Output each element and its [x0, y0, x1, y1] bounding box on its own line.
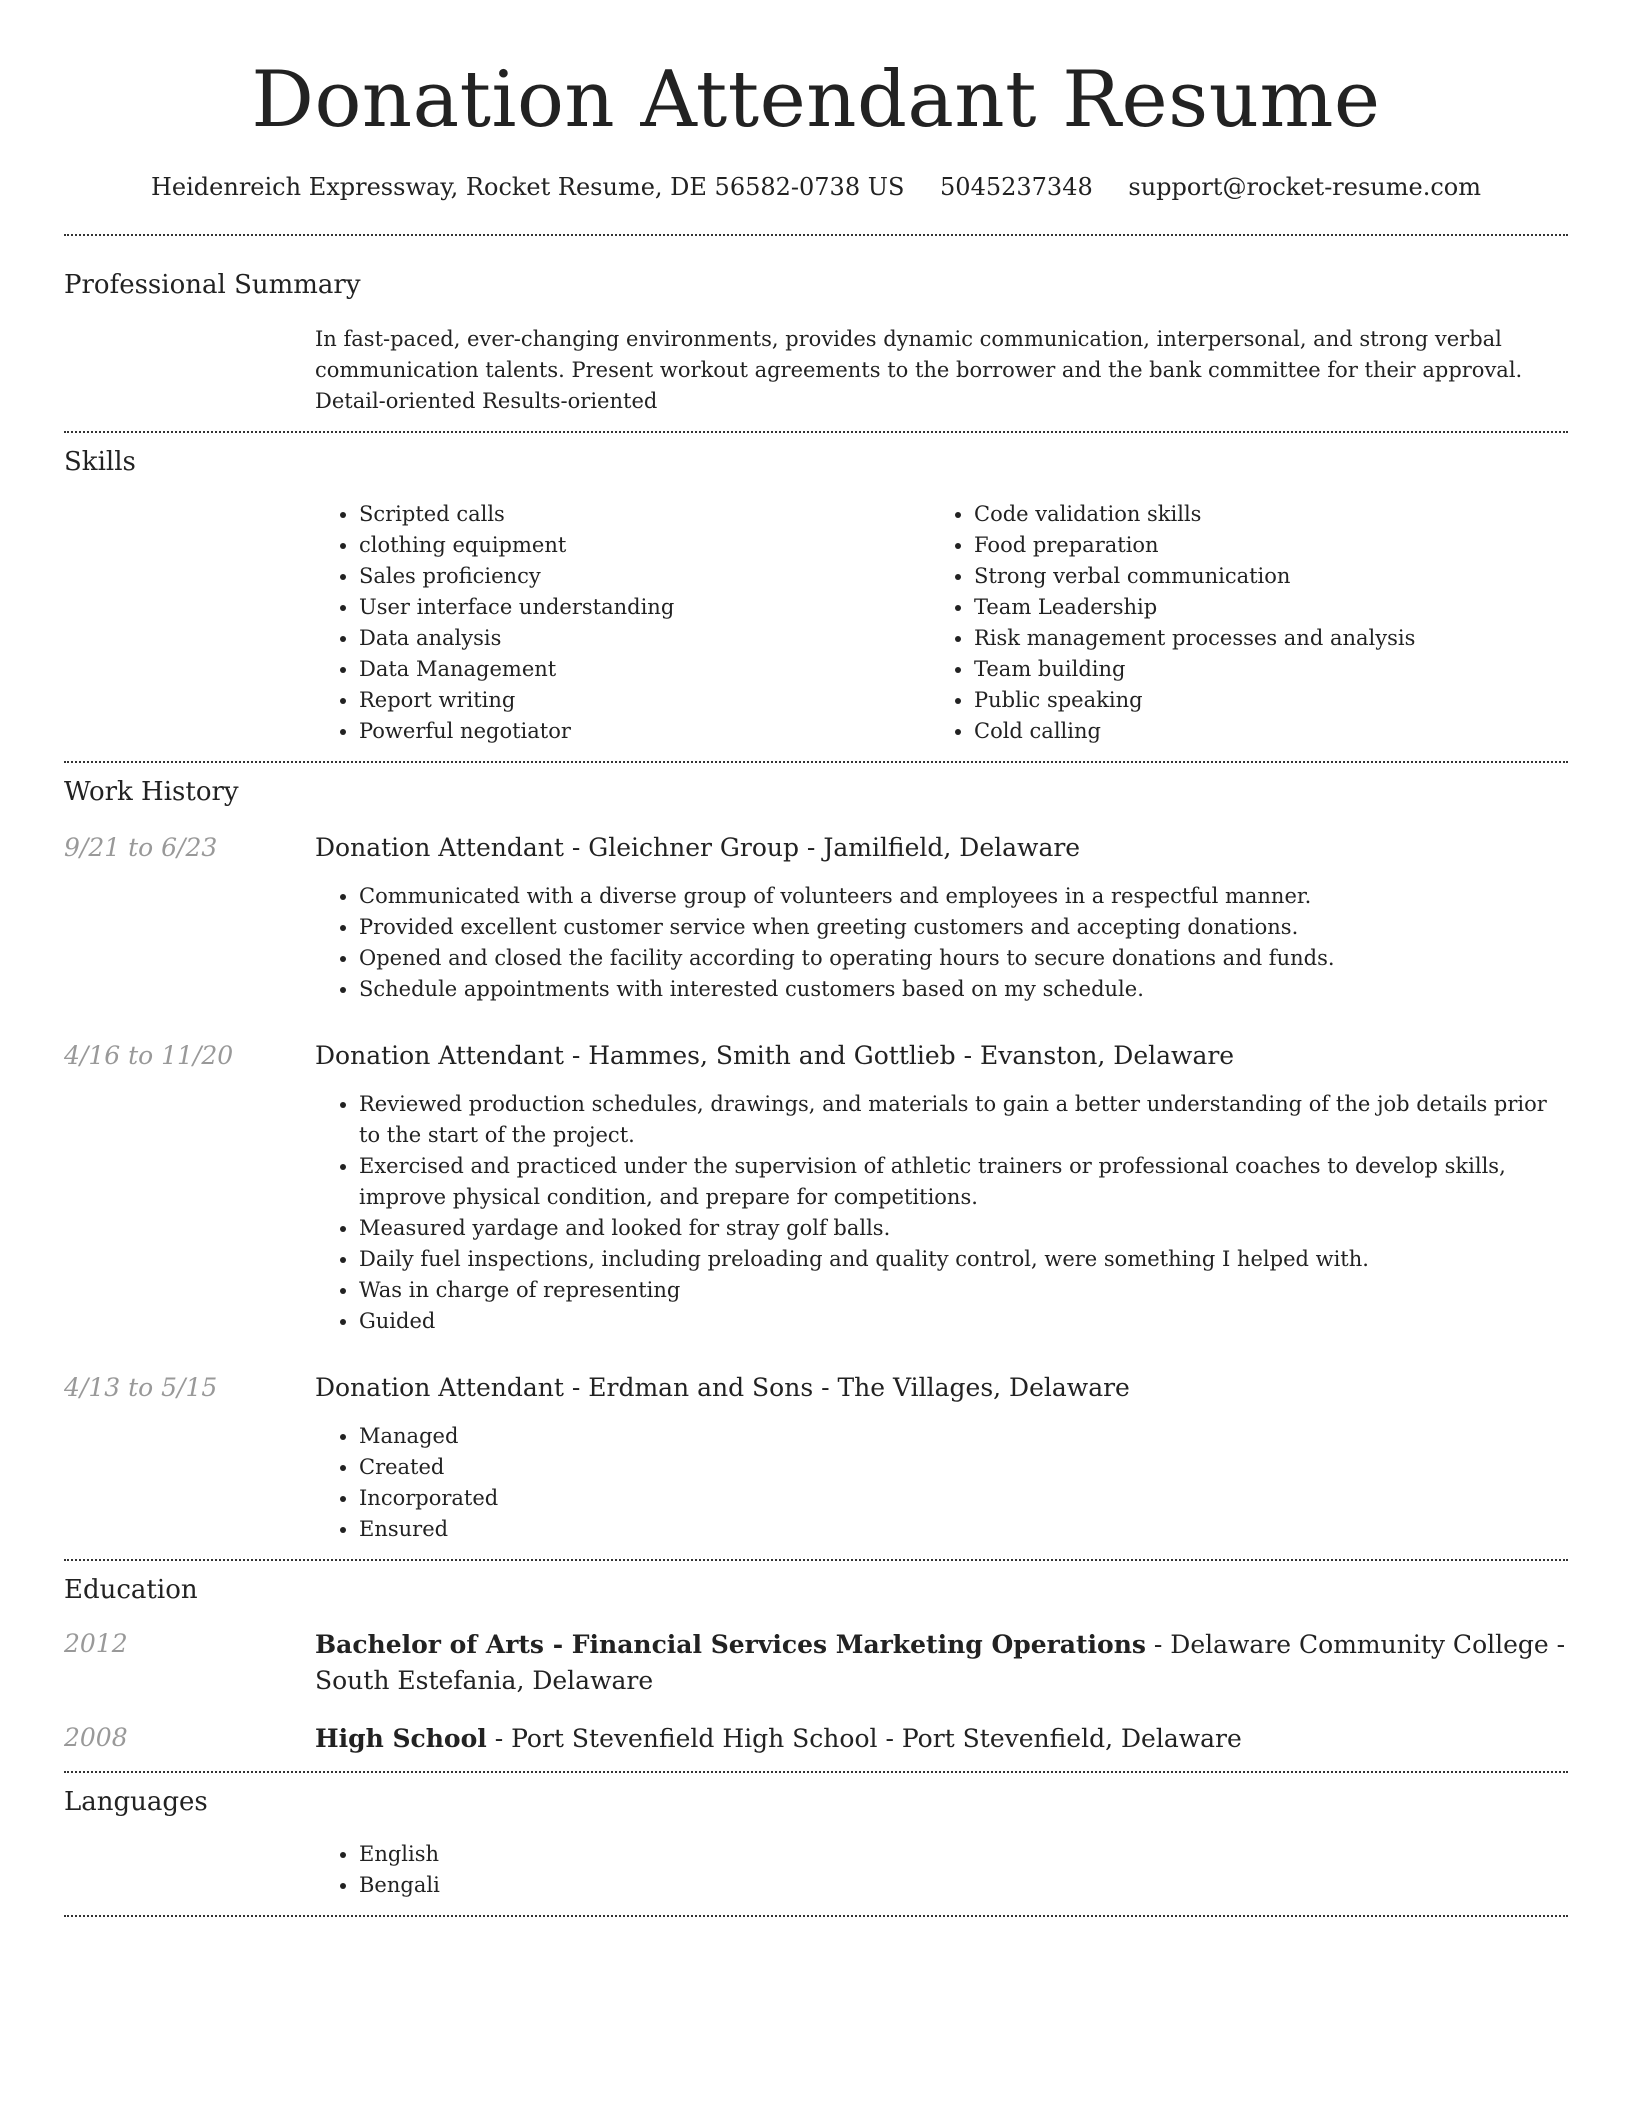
education-details [315, 1721, 1568, 1757]
job-details [315, 831, 1568, 1005]
skill-item: • Food preparation [974, 530, 1545, 561]
education-entry [64, 1627, 1568, 1699]
skill-item: • Report writing [359, 685, 930, 716]
job-bullet: • Was in charge of representing [359, 1275, 1568, 1306]
contact-phone: 5045237348 [940, 173, 1093, 201]
skill-item: • Team Leadership [974, 592, 1545, 623]
job-bullet: • Opened and closed the facility according to operating hours to secure donations and funds. [359, 943, 1568, 974]
language-item: • English [359, 1839, 1568, 1870]
job-bullet-list [315, 881, 1568, 1005]
job-bullet: • Communicated with a diverse group of volunteers and employees in a respectful manner. [359, 881, 1568, 912]
job-bullet: • Measured yardage and looked for stray golf balls. [359, 1213, 1568, 1244]
summary-text: In fast-paced, ever-changing environments, provides dynamic communication, interpersonal, and strong verbal communication talents. Present workout agreements to the borrower and the bank committee for their approval. Detail-oriented Results-oriented [315, 327, 1523, 413]
skill-item: • Scripted calls [359, 499, 930, 530]
job-details [315, 1371, 1568, 1545]
job-dates: 9/21 to 6/23 [64, 833, 218, 862]
skill-item: • Cold calling [974, 716, 1545, 747]
job-dates: 4/16 to 11/20 [64, 1041, 234, 1070]
job-bullet: • Reviewed production schedules, drawings, and materials to gain a better understanding of the job details prior to the start of the project. [359, 1089, 1568, 1151]
skill-item: • Sales proficiency [359, 561, 930, 592]
skill-item: • Powerful negotiator [359, 716, 930, 747]
contact-email: support@rocket-resume.com [1128, 173, 1481, 201]
languages-list [315, 1839, 1568, 1901]
skill-item: • Code validation skills [974, 499, 1545, 530]
skills-list-left [315, 499, 930, 747]
skills-column-right [930, 499, 1545, 747]
job-dates: 4/13 to 5/15 [64, 1373, 218, 1402]
contact-info [64, 170, 1568, 204]
work-history-section [64, 763, 1568, 1559]
summary-section [64, 236, 1568, 431]
job-bullet: • Schedule appointments with interested customers based on my schedule. [359, 974, 1568, 1005]
job-heading: Donation Attendant - Gleichner Group - Jamilfield, Delaware [315, 833, 1081, 862]
job-bullet: • Exercised and practiced under the supervision of athletic trainers or professional coaches to develop skills, improve physical condition, and prepare for competitions. [359, 1151, 1568, 1213]
skills-columns [64, 499, 1568, 747]
job-details [315, 1039, 1568, 1337]
language-item: • Bengali [359, 1870, 1568, 1901]
job-bullet: • Created [359, 1452, 1568, 1483]
skills-section [64, 433, 1568, 761]
languages-section [64, 1773, 1568, 1915]
skill-item: • User interface understanding [359, 592, 930, 623]
skills-heading: Skills [64, 447, 136, 477]
job-entry [64, 1371, 1568, 1545]
education-heading: Education [64, 1575, 198, 1605]
education-details [315, 1627, 1568, 1699]
job-entry [64, 831, 1568, 1005]
languages-heading: Languages [64, 1787, 208, 1817]
job-bullet: • Ensured [359, 1514, 1568, 1545]
education-section [64, 1561, 1568, 1771]
education-degree: High School [315, 1724, 487, 1753]
skills-list-right [930, 499, 1545, 747]
skill-item: • Public speaking [974, 685, 1545, 716]
job-heading: Donation Attendant - Hammes, Smith and Gottlieb - Evanston, Delaware [315, 1041, 1235, 1070]
resume-title: Donation Attendant Resume [251, 55, 1381, 145]
skills-column-left [315, 499, 930, 747]
resume-header [64, 0, 1568, 204]
education-year: 2008 [64, 1723, 128, 1752]
education-year: 2012 [64, 1629, 128, 1658]
section-divider [64, 1915, 1568, 1917]
job-bullet: • Managed [359, 1421, 1568, 1452]
job-entry [64, 1039, 1568, 1337]
job-bullet-list [315, 1089, 1568, 1337]
education-school: - Port Stevenfield High School - Port Stevenfield, Delaware [486, 1724, 1242, 1753]
job-bullet: • Daily fuel inspections, including preloading and quality control, were something I helped with. [359, 1244, 1568, 1275]
education-entry [64, 1721, 1568, 1757]
work-history-heading: Work History [64, 777, 239, 807]
skill-item: • Data analysis [359, 623, 930, 654]
summary-heading: Professional Summary [64, 270, 361, 300]
skill-item: • Data Management [359, 654, 930, 685]
education-degree: Bachelor of Arts - Financial Services Marketing Operations [315, 1630, 1146, 1659]
job-bullet: • Incorporated [359, 1483, 1568, 1514]
skill-item: • Strong verbal communication [974, 561, 1545, 592]
job-bullet: • Guided [359, 1306, 1568, 1337]
job-bullet-list [315, 1421, 1568, 1545]
skill-item: • Risk management processes and analysis [974, 623, 1545, 654]
education-school: - Delaware Community College - South Estefania, Delaware [315, 1630, 1566, 1695]
job-bullet: • Provided excellent customer service when greeting customers and accepting donations. [359, 912, 1568, 943]
contact-address: Heidenreich Expressway, Rocket Resume, DE 56582-0738 US [151, 173, 905, 201]
skill-item: • Team building [974, 654, 1545, 685]
job-heading: Donation Attendant - Erdman and Sons - The Villages, Delaware [315, 1373, 1130, 1402]
languages-list-wrap [64, 1839, 1568, 1901]
skill-item: • clothing equipment [359, 530, 930, 561]
